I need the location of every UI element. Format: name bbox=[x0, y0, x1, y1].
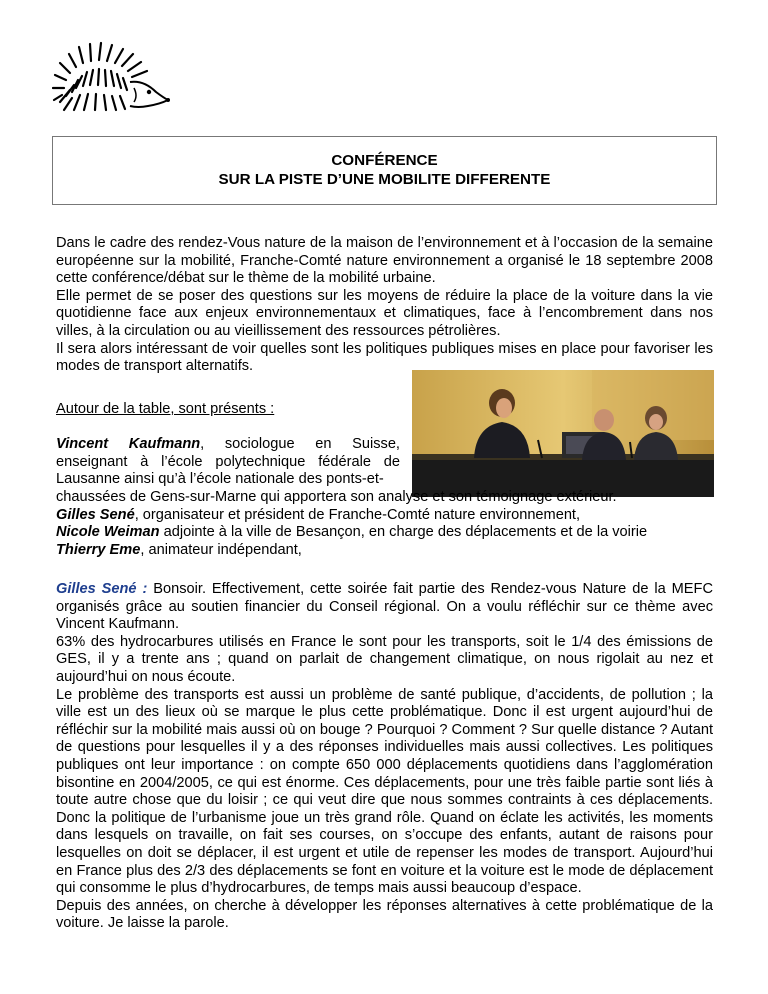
intro-section bbox=[56, 235, 713, 376]
attendee-description: adjointe à la ville de Besançon, en charge des déplacements et de la voirie bbox=[159, 524, 648, 541]
title-line-2: SUR LA PISTE D’UNE MOBILITE DIFFERENTE bbox=[218, 171, 551, 188]
attendee-name: Thierry Eme bbox=[56, 541, 141, 558]
attendee-weiman bbox=[56, 524, 715, 542]
attendee-description: , sociologue en Suisse, enseignant à l’école polytechnique fédérale de Lausanne ainsi qu’à l’école nationale des ponts-et- bbox=[56, 436, 400, 488]
attendee-kaufmann bbox=[56, 436, 400, 489]
attendee-description: , organisateur et président de Franche-Comté nature environnement, bbox=[134, 506, 581, 523]
attendee-eme bbox=[56, 542, 715, 560]
hedgehog-logo-icon bbox=[52, 40, 170, 118]
intro-paragraph-1: Dans le cadre des rendez-Vous nature de la maison de l’environnement et à l’occasion de la semaine européenne sur la mobilité, Franche-Comté nature environnement a organisé le 18 septembre 2008 cette conférence/débat sur le thème de la mobilité urbaine. bbox=[56, 235, 713, 287]
speech-section bbox=[56, 581, 713, 933]
attendees-heading: Autour de la table, sont présents : bbox=[56, 401, 275, 417]
title-box bbox=[52, 136, 717, 205]
attendee-kaufmann-continued: chaussées de Gens-sur-Marne qui apportera son analyse et son témoignage extérieur. bbox=[56, 488, 617, 505]
attendee-name: Gilles Sené bbox=[56, 506, 135, 523]
speech-paragraph-4: Depuis des années, on cherche à développer les réponses alternatives à cette problématique de la voiture. Je laisse la parole. bbox=[56, 897, 713, 932]
attendee-description: , animateur indépendant, bbox=[140, 541, 302, 558]
intro-paragraph-2: Elle permet de se poser des questions sur les moyens de réduire la place de la voiture dans la vie quotidienne face aux enjeux environnementaux et climatiques, face à l’encombrement dans nos villes, à la circulation ou au vieillissement des ressources pétrolières. bbox=[56, 287, 713, 339]
speech-text: Bonsoir. Effectivement, cette soirée fait partie des Rendez-vous Nature de la MEFC organisés grâce au soutien financier du Conseil régional. On a voulu réfléchir sur ce thème avec Vincent Kaufmann. bbox=[56, 581, 713, 633]
speech-paragraph-3: Le problème des transports est aussi un problème de santé publique, d’accidents, de pollution ; la ville est un des lieux où se marque le plus cette problématique. Donc il est urgent aujourd’hui de réfléchir sur la mobilité mais aussi où on bouge ? Pourquoi ? Comment ? Sur quelle distance ? Autant de questions pour lesquelles il y a des réponses individuelles mais aussi collectives. Les politiques publiques ont leur importance : on compte 650 000 déplacements quotidiens dans l’agglomération bisontine en 2004/2005, ce qui est énorme. Ces déplacements, pour une très faible partie sont liés à toute autre chose que du loisir ; ce qui veut dire que nous sommes contraints à ces déplacements. Donc la politique de l’urbanisme joue un très grand rôle. Quand on éclate les activités, les moments dans lesquels on travaille, on fait ses courses, on s’occupe des enfants, autant de raisons pour lesquelles on doit se déplacer, il est urgent et utile de repenser les modes de transport. Aujourd’hui en France plus des 2/3 des déplacements se font en voiture et la voiture est le mode de déplacement qui consomme le plus d’hydrocarbures, de temps mais aussi beaucoup d’espace. bbox=[56, 686, 713, 897]
speaker-name: Gilles Sené : bbox=[56, 581, 148, 597]
attendee-name: Nicole Weiman bbox=[56, 524, 160, 541]
attendees-section bbox=[56, 401, 715, 559]
speech-paragraph-1 bbox=[56, 581, 713, 634]
speech-paragraph-2: 63% des hydrocarbures utilisés en France le sont pour les transports, soit le 1/4 des émissions de GES, il y a trente ans ; quand on parlait de changement climatique, on nous rigolait au nez et aujourd’hui on nous écoute. bbox=[56, 633, 713, 685]
attendee-sene bbox=[56, 507, 715, 525]
intro-paragraph-3: Il sera alors intéressant de voir quelles sont les politiques publiques mises en place pour favoriser les modes de transport alternatifs. bbox=[56, 340, 713, 375]
title-line-1: CONFÉRENCE bbox=[331, 152, 438, 169]
attendee-name: Vincent Kaufmann bbox=[56, 436, 201, 453]
